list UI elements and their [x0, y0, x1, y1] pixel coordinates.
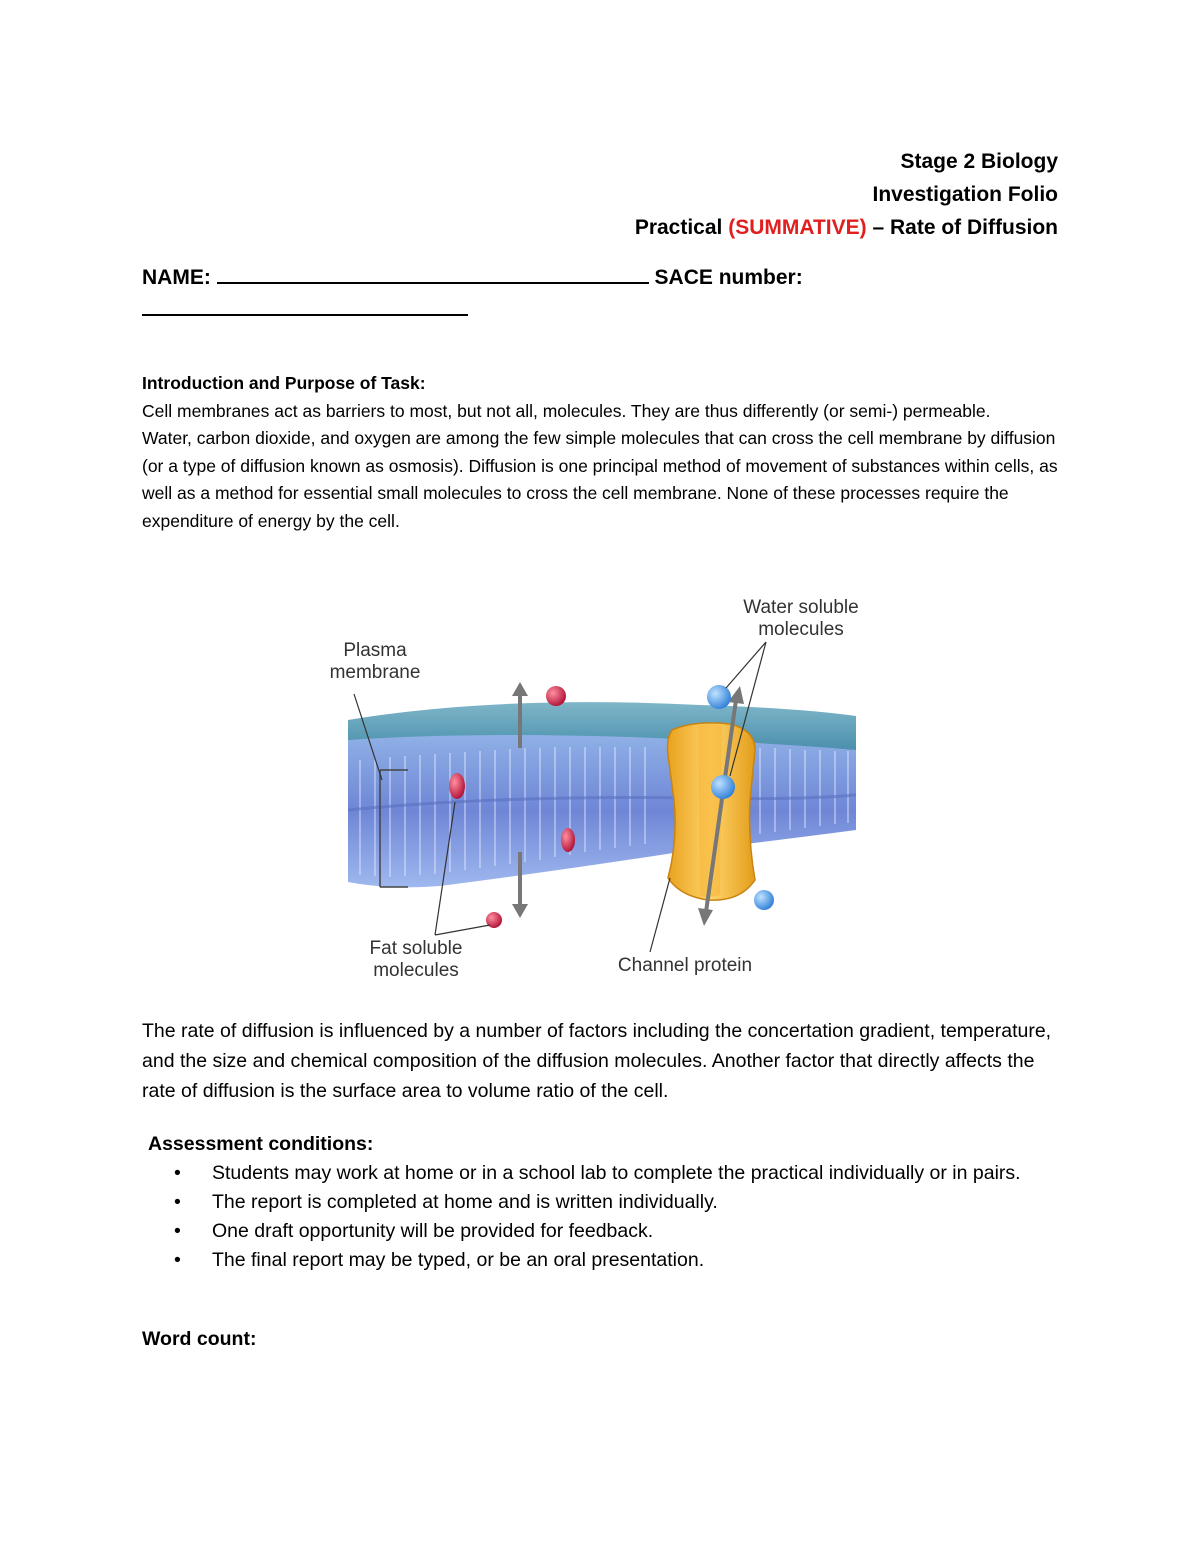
document-header	[635, 145, 1058, 244]
list-item: • The final report may be typed, or be an oral presentation.	[212, 1246, 1062, 1275]
student-details	[142, 262, 1062, 326]
plasma-membrane-figure	[300, 590, 880, 990]
assessment-conditions-section	[142, 1130, 1062, 1275]
plasma-membrane-label: Plasma membrane	[329, 640, 421, 683]
bullet-icon: •	[174, 1162, 181, 1184]
folio-title: Investigation Folio	[872, 183, 1058, 206]
water-molecule-bottom	[754, 890, 774, 910]
intro-heading: Introduction and Purpose of Task:	[142, 373, 426, 393]
assessment-list	[142, 1159, 1062, 1275]
intro-paragraph-2: Water, carbon dioxide, and oxygen are among the few simple molecules that can cross the cell membrane by diffusion (or a type of diffusion known as osmosis). Diffusion is one principal method of movement of substances within cells, as well as a method for essential small molecules to cross the cell membrane. None of these processes require the expenditure of energy by the cell.	[142, 428, 1058, 531]
sace-blank[interactable]	[142, 296, 468, 316]
fat-soluble-label: Fat soluble molecules	[369, 938, 463, 981]
fat-molecule-inside-1	[449, 773, 465, 799]
fat-molecule-inside-2	[561, 828, 575, 852]
name-blank[interactable]	[217, 264, 649, 284]
practical-title: Practical (SUMMATIVE) – Rate of Diffusion	[634, 216, 1058, 239]
lipid-bilayer	[348, 735, 856, 887]
fat-molecule-top	[546, 686, 566, 706]
bullet-icon: •	[174, 1249, 181, 1271]
list-item: • One draft opportunity will be provided for feedback.	[212, 1217, 1062, 1246]
water-molecule-top	[707, 685, 731, 709]
water-molecule-channel	[711, 775, 735, 799]
intro-paragraph-1: Cell membranes act as barriers to most, but not all, molecules. They are thus differently (or semi-) permeable.	[142, 400, 991, 421]
sace-label: SACE number:	[654, 266, 803, 289]
summative-tag: (SUMMATIVE)	[728, 216, 867, 239]
bullet-icon: •	[174, 1220, 181, 1242]
list-item: • Students may work at home or in a school lab to complete the practical individually or in pairs.	[212, 1159, 1062, 1188]
rate-of-diffusion-paragraph: The rate of diffusion is influenced by a number of factors including the concertation gradient, temperature, and the size and chemical composition of the diffusion molecules. Another factor that directly affects the rate of diffusion is the surface area to volume ratio of the cell.	[142, 1020, 1052, 1102]
assessment-heading: Assessment conditions:	[148, 1133, 374, 1155]
introduction-section	[142, 370, 1062, 535]
word-count-label: Word count:	[142, 1328, 257, 1350]
water-soluble-label: Water soluble molecules	[743, 597, 859, 640]
bullet-icon: •	[174, 1191, 181, 1213]
channel-protein-label: Channel protein	[617, 955, 753, 976]
name-label: NAME:	[142, 266, 211, 289]
list-item: • The report is completed at home and is written individually.	[212, 1188, 1062, 1217]
course-title: Stage 2 Biology	[900, 150, 1058, 173]
